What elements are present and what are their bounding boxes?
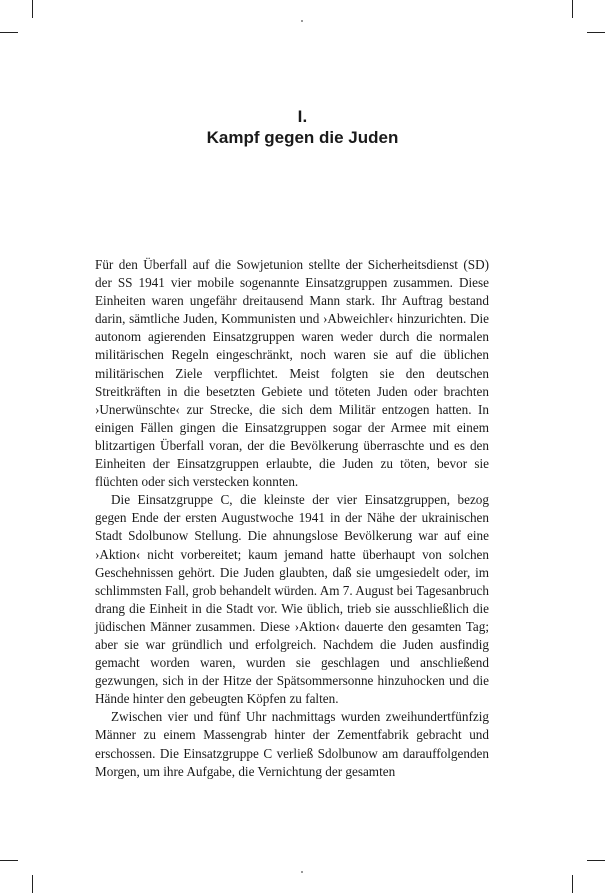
- crop-mark-bottom-right-horizontal: [587, 860, 605, 861]
- crop-mark-bottom-right-vertical: [572, 875, 573, 893]
- crop-mark-bottom-left-horizontal: [0, 860, 18, 861]
- crop-mark-center-top: [301, 20, 303, 22]
- chapter-number: I.: [297, 107, 308, 126]
- crop-mark-top-left-horizontal: [0, 32, 18, 33]
- chapter-title: Kampf gegen die Juden: [206, 128, 399, 147]
- crop-mark-top-left-vertical: [32, 0, 33, 18]
- paragraph-3: Zwischen vier und fünf Uhr nachmittags wurden zweihundertfünfzig Männer zu einem Massengrab hinter der Zementfabrik gebracht und erschossen. Die Einsatzgruppe C verließ Sdolbunow am darauffolgenden Morgen, um ihre Aufgabe, die Vernichtung der gesamten: [95, 709, 489, 779]
- paragraph-2: Die Einsatzgruppe C, die kleinste der vier Einsatzgruppen, bezog gegen Ende der ersten Augustwoche 1941 in der Nähe der ukrainischen Stadt Sdolbunow Stellung. Die ahnungslose Bevölkerung war auf eine ›Aktion‹ nicht vorbereitet; kaum jemand hatte überhaupt von solchen Geschehnissen gehört. Die Juden glaubten, daß sie umgesiedelt oder, im schlimmsten Fall, grob behandelt würden. Am 7. August bei Tagesanbruch drang die Einheit in die Stadt vor. Wie üblich, trieb sie ausschließlich die jüdischen Männer zusammen. Diese ›Aktion‹ dauerte den gesamten Tag; aber sie war gründlich und erfolgreich. Nachdem die Juden ausfindig gemacht worden waren, wurden sie geschlagen und anschließend gezwungen, sich in der Hitze der Spätsommersonne hinzuhocken und die Hände hinter den gebeugten Köpfen zu falten.: [95, 492, 489, 707]
- crop-mark-center-bottom: [301, 871, 303, 873]
- paragraph-1: Für den Überfall auf die Sowjetunion stellte der Sicherheitsdienst (SD) der SS 1941 vier mobile sogenannte Einsatzgruppen zusammen. Diese Einheiten waren ungefähr dreitausend Mann stark. Ihr Auftrag bestand darin, sämtliche Juden, Kommunisten und ›Abweichler‹ hinzurichten. Die autonom agierenden Einsatzgruppen waren weder durch die normalen militärischen Regeln eingeschränkt, noch waren sie auf die üblichen militärischen Ziele verpflichtet. Meist folgten sie den deutschen Streitkräften in die besetzten Gebiete und töteten Juden oder brachten ›Unerwünschte‹ zur Strecke, die sich dem Militär entzogen hatten. In einigen Fällen gingen die Einsatzgruppen sogar der Armee mit einem blitzartigen Überfall voran, der die Bevölkerung überraschte und es den Einheiten der Einsatzgruppen erlaubte, die Juden zu töten, bevor sie flüchten oder sich verstecken konnten.: [95, 257, 489, 490]
- body-text: [95, 256, 489, 781]
- crop-mark-bottom-left-vertical: [32, 875, 33, 893]
- crop-mark-top-right-horizontal: [587, 32, 605, 33]
- crop-mark-top-right-vertical: [572, 0, 573, 18]
